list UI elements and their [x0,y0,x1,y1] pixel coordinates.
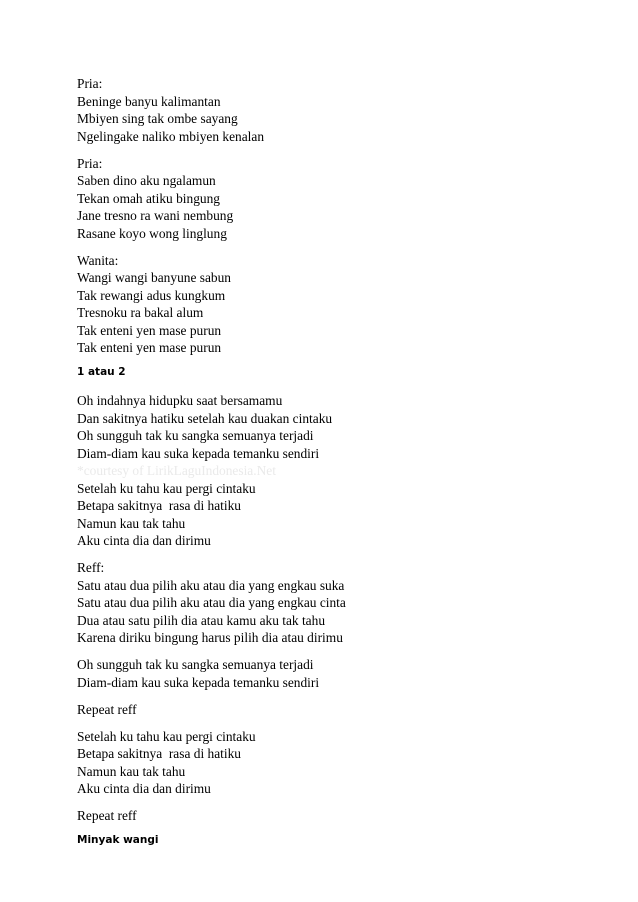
verse-repeat [77,728,577,798]
lyric-line: Tak enteni yen mase purun [77,322,222,338]
verse-3 [77,252,577,357]
lyric-line: Karena diriku bingung harus pilih dia atau dirimu [77,630,343,645]
repeat-note: Repeat reff [77,701,137,717]
lyric-line: Setelah ku tahu kau pergi cintaku [77,728,256,744]
lyric-line: Dan sakitnya hatiku setelah kau duakan cintaku [77,410,333,426]
speaker-label: Wanita: [77,252,119,268]
lyric-line: Satu atau dua pilih aku atau dia yang engkau cinta [77,595,346,610]
reff [77,559,577,647]
lyric-line: Oh indahnya hidupku saat bersamamu [77,393,283,408]
lyric-line: Jane tresno ra wani nembung [77,208,234,223]
lyric-line: Betapa sakitnya rasa di hatiku [77,498,241,513]
lyric-line: Tak rewangi adus kungkum [77,287,226,303]
lyric-line: Satu atau dua pilih aku atau dia yang engkau suka [77,577,345,593]
lyric-line: Tak enteni yen mase purun [77,340,222,355]
lyric-line: Ngelingake naliko mbiyen kenalan [77,128,265,144]
lyric-line: Oh sungguh tak ku sangka semuanya terjadi [77,428,314,443]
lyric-line: Beninge banyu kalimantan [77,93,221,109]
lyric-line: Diam-diam kau suka kepada temanku sendiri [77,674,320,690]
lyric-line: Tekan omah atiku bingung [77,190,220,206]
lyric-line: Saben dino aku ngalamun [77,173,216,188]
speaker-label: Pria: [77,76,103,91]
song-title: Minyak wangi [77,833,159,846]
lyric-line: Mbiyen sing tak ombe sayang [77,111,238,126]
watermark-text: *courtesy of LirikLaguIndonesia.Net [77,463,276,478]
verse-2 [77,155,577,243]
lyric-line: Aku cinta dia dan dirimu [77,781,211,796]
song-title: 1 atau 2 [77,365,126,378]
repeat-note: Repeat reff [77,808,137,823]
lyric-line: Tresnoku ra bakal alum [77,305,204,320]
bridge [77,656,577,691]
reff-label: Reff: [77,560,105,575]
lyric-line: Namun kau tak tahu [77,763,186,779]
lyric-line: Aku cinta dia dan dirimu [77,533,211,548]
lyric-line: Rasane koyo wong linglung [77,225,227,241]
lyric-line: Wangi wangi banyune sabun [77,270,231,285]
lyric-line: Diam-diam kau suka kepada temanku sendiri [77,445,320,461]
lyric-line: Betapa sakitnya rasa di hatiku [77,746,241,761]
document-content [77,75,577,849]
lyric-line: Dua atau satu pilih dia atau kamu aku tak tahu [77,612,326,628]
lyric-line: Oh sungguh tak ku sangka semuanya terjadi [77,657,314,672]
speaker-label: Pria: [77,155,103,171]
lyric-line: Setelah ku tahu kau pergi cintaku [77,480,256,496]
verse-1 [77,75,577,145]
song2-verse-1 [77,392,577,550]
lyric-line: Namun kau tak tahu [77,515,186,531]
